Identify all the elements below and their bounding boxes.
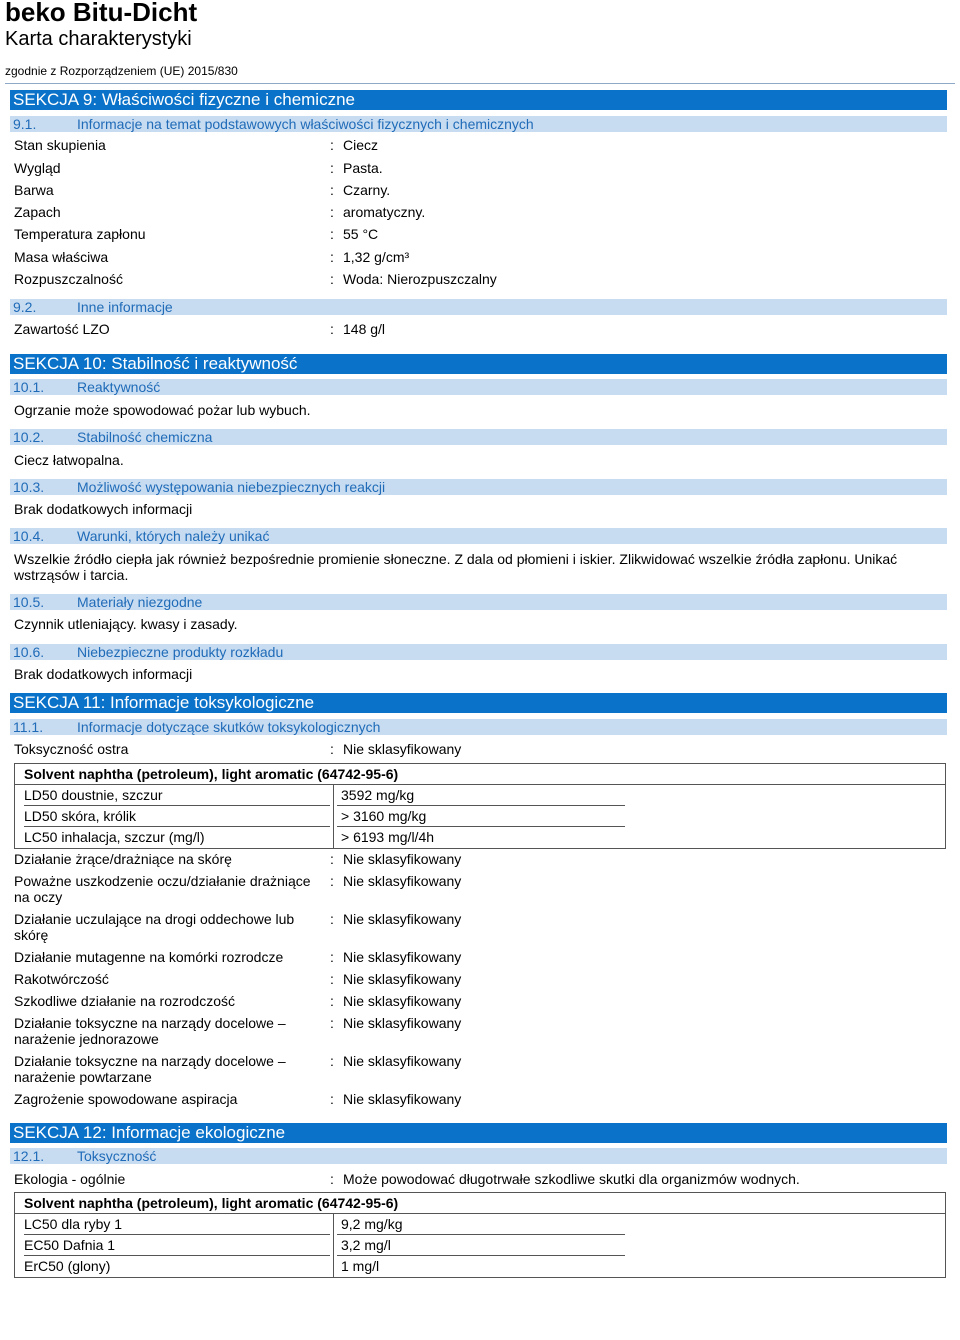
colon-separator: : (330, 226, 334, 242)
colon-separator: : (330, 160, 334, 176)
property-label: Masa właściwa (14, 249, 109, 265)
property-label: Ekologia - ogólnie (14, 1171, 126, 1187)
colon-separator: : (330, 1171, 334, 1187)
property-label: Szkodliwe działanie na rozrodczość (14, 993, 235, 1009)
property-value: aromatyczny. (343, 204, 426, 220)
subsection-title: Reaktywność (77, 379, 161, 395)
property-label: Barwa (14, 182, 54, 198)
property-value: Nie sklasyfikowany (343, 851, 462, 867)
section-9-header: SEKCJA 9: Właściwości fizyczne i chemiczne (10, 90, 947, 110)
property-label: Działanie żrące/drażniące na skórę (14, 851, 232, 867)
colon-separator: : (330, 851, 334, 867)
table-cell-param: LD50 skóra, królik (24, 808, 137, 824)
colon-separator: : (330, 741, 334, 757)
subsection-title: Warunki, których należy unikać (77, 528, 270, 544)
subsection-text: Brak dodatkowych informacji (14, 501, 193, 517)
colon-separator: : (330, 971, 334, 987)
subsection-10-2-header (10, 429, 947, 445)
table-cell-param: LC50 dla ryby 1 (24, 1216, 123, 1232)
table-row (15, 806, 945, 827)
subsection-9-2-header (10, 299, 947, 315)
property-value: Czarny. (343, 182, 391, 198)
property-label: Temperatura zapłonu (14, 226, 146, 242)
product-name: beko Bitu-Dicht (5, 0, 198, 27)
subsection-number: 9.1. (13, 116, 37, 132)
subsection-10-3-header (10, 479, 947, 495)
property-value: Nie sklasyfikowany (343, 741, 462, 757)
subsection-title: Toksyczność (77, 1148, 157, 1164)
subsection-10-4-header (10, 528, 947, 544)
table-cell-param: LC50 inhalacja, szczur (mg/l) (24, 829, 205, 845)
colon-separator: : (330, 949, 334, 965)
property-label: Toksyczność ostra (14, 741, 129, 757)
table-cell-param: EC50 Dafnia 1 (24, 1237, 116, 1253)
subsection-10-6-header (10, 644, 947, 660)
subsection-title: Niebezpieczne produkty rozkładu (77, 644, 284, 660)
property-label: Działanie uczulające na drogi oddechowe lub skórę (14, 911, 295, 943)
table-heading: Solvent naphtha (petroleum), light aromatic (64742-95-6) (15, 764, 945, 785)
property-label: Rozpuszczalność (14, 271, 123, 287)
property-value: Nie sklasyfikowany (343, 993, 462, 1009)
subsection-number: 10.2. (13, 429, 45, 445)
table-cell-value: > 6193 mg/l/4h (341, 829, 435, 845)
property-value: Nie sklasyfikowany (343, 1053, 462, 1069)
table-cell-value: 9,2 mg/kg (341, 1216, 403, 1232)
subsection-10-5-header (10, 594, 947, 610)
subsection-title: Informacje dotyczące skutków toksykologicznych (77, 719, 381, 735)
table-cell-value: 3592 mg/kg (341, 787, 415, 803)
colon-separator: : (330, 1091, 334, 1107)
colon-separator: : (330, 182, 334, 198)
table-row (15, 785, 945, 806)
colon-separator: : (330, 271, 334, 287)
subsection-10-1-header (10, 379, 947, 395)
property-value: Nie sklasyfikowany (343, 911, 462, 927)
header-divider (5, 83, 955, 84)
section-11-header: SEKCJA 11: Informacje toksykologiczne (10, 693, 947, 713)
subsection-text: Brak dodatkowych informacji (14, 666, 193, 682)
subsection-text: Wszelkie źródło ciepła jak również bezpośrednie promienie słoneczne. Z dala od płomieni i iskier. Zlikwidować wszelkie źródła zapłonu. Unikać wstrząsów i tarcia. (14, 551, 898, 583)
subsection-12-1-header (10, 1148, 947, 1164)
property-value: 1,32 g/cm³ (343, 249, 410, 265)
property-label: Wygląd (14, 160, 61, 176)
table-cell-param: ErC50 (glony) (24, 1258, 111, 1274)
property-value: Może powodować długotrwałe szkodliwe skutki dla organizmów wodnych. (343, 1171, 800, 1187)
property-value: 148 g/l (343, 321, 386, 337)
property-label: Zagrożenie spowodowane aspiracja (14, 1091, 238, 1107)
subsection-title: Inne informacje (77, 299, 173, 315)
subsection-number: 11.1. (13, 719, 44, 735)
table-cell-value: 1 mg/l (341, 1258, 380, 1274)
subsection-text: Ogrzanie może spowodować pożar lub wybuch. (14, 402, 311, 418)
subsection-text: Czynnik utleniający. kwasy i zasady. (14, 616, 238, 632)
colon-separator: : (330, 204, 334, 220)
property-value: Woda: Nierozpuszczalny (343, 271, 497, 287)
colon-separator: : (330, 249, 334, 265)
subsection-title: Informacje na temat podstawowych właściwości fizycznych i chemicznych (77, 116, 534, 132)
toxicology-table (14, 763, 946, 849)
subsection-title: Materiały niezgodne (77, 594, 203, 610)
table-row (15, 1256, 945, 1277)
subsection-9-1-header (10, 116, 947, 132)
property-value: Pasta. (343, 160, 383, 176)
subsection-text: Ciecz łatwopalna. (14, 452, 124, 468)
subsection-title: Stabilność chemiczna (77, 429, 213, 445)
property-label: Działanie toksyczne na narządy docelowe – narażenie jednorazowe (14, 1015, 286, 1047)
subsection-number: 10.4. (13, 528, 45, 544)
section-10-header: SEKCJA 10: Stabilność i reaktywność (10, 354, 947, 374)
property-label: Zapach (14, 204, 61, 220)
colon-separator: : (330, 137, 334, 153)
property-value: Ciecz (343, 137, 379, 153)
subsection-number: 10.6. (13, 644, 45, 660)
property-label: Zawartość LZO (14, 321, 110, 337)
subsection-11-1-header (10, 719, 947, 735)
subsection-number: 10.1. (13, 379, 45, 395)
table-cell-param: LD50 doustnie, szczur (24, 787, 163, 803)
table-heading: Solvent naphtha (petroleum), light aromatic (64742-95-6) (15, 1193, 945, 1214)
property-label: Działanie mutagenne na komórki rozrodcze (14, 949, 284, 965)
colon-separator: : (330, 1053, 334, 1069)
table-row (15, 1214, 945, 1235)
property-value: 55 °C (343, 226, 379, 242)
colon-separator: : (330, 911, 334, 927)
document-type: Karta charakterystyki (5, 28, 192, 50)
colon-separator: : (330, 873, 334, 889)
subsection-number: 12.1. (13, 1148, 45, 1164)
table-row (15, 827, 945, 848)
section-12-header: SEKCJA 12: Informacje ekologiczne (10, 1123, 947, 1143)
property-label: Stan skupienia (14, 137, 106, 153)
property-value: Nie sklasyfikowany (343, 1091, 462, 1107)
table-row (15, 1235, 945, 1256)
subsection-number: 10.5. (13, 594, 45, 610)
property-value: Nie sklasyfikowany (343, 949, 462, 965)
table-cell-value: 3,2 mg/l (341, 1237, 391, 1253)
colon-separator: : (330, 321, 334, 337)
property-value: Nie sklasyfikowany (343, 1015, 462, 1031)
colon-separator: : (330, 993, 334, 1009)
colon-separator: : (330, 1015, 334, 1031)
property-label: Działanie toksyczne na narządy docelowe – narażenie powtarzane (14, 1053, 286, 1085)
property-label: Poważne uszkodzenie oczu/działanie drażniące na oczy (14, 873, 311, 905)
ecotoxicity-table (14, 1192, 946, 1278)
property-value: Nie sklasyfikowany (343, 873, 462, 889)
subsection-number: 10.3. (13, 479, 45, 495)
subsection-title: Możliwość występowania niebezpiecznych reakcji (77, 479, 386, 495)
table-cell-value: > 3160 mg/kg (341, 808, 427, 824)
property-label: Rakotwórczość (14, 971, 109, 987)
regulation-note: zgodnie z Rozporządzeniem (UE) 2015/830 (5, 64, 238, 78)
property-value: Nie sklasyfikowany (343, 971, 462, 987)
subsection-number: 9.2. (13, 299, 37, 315)
